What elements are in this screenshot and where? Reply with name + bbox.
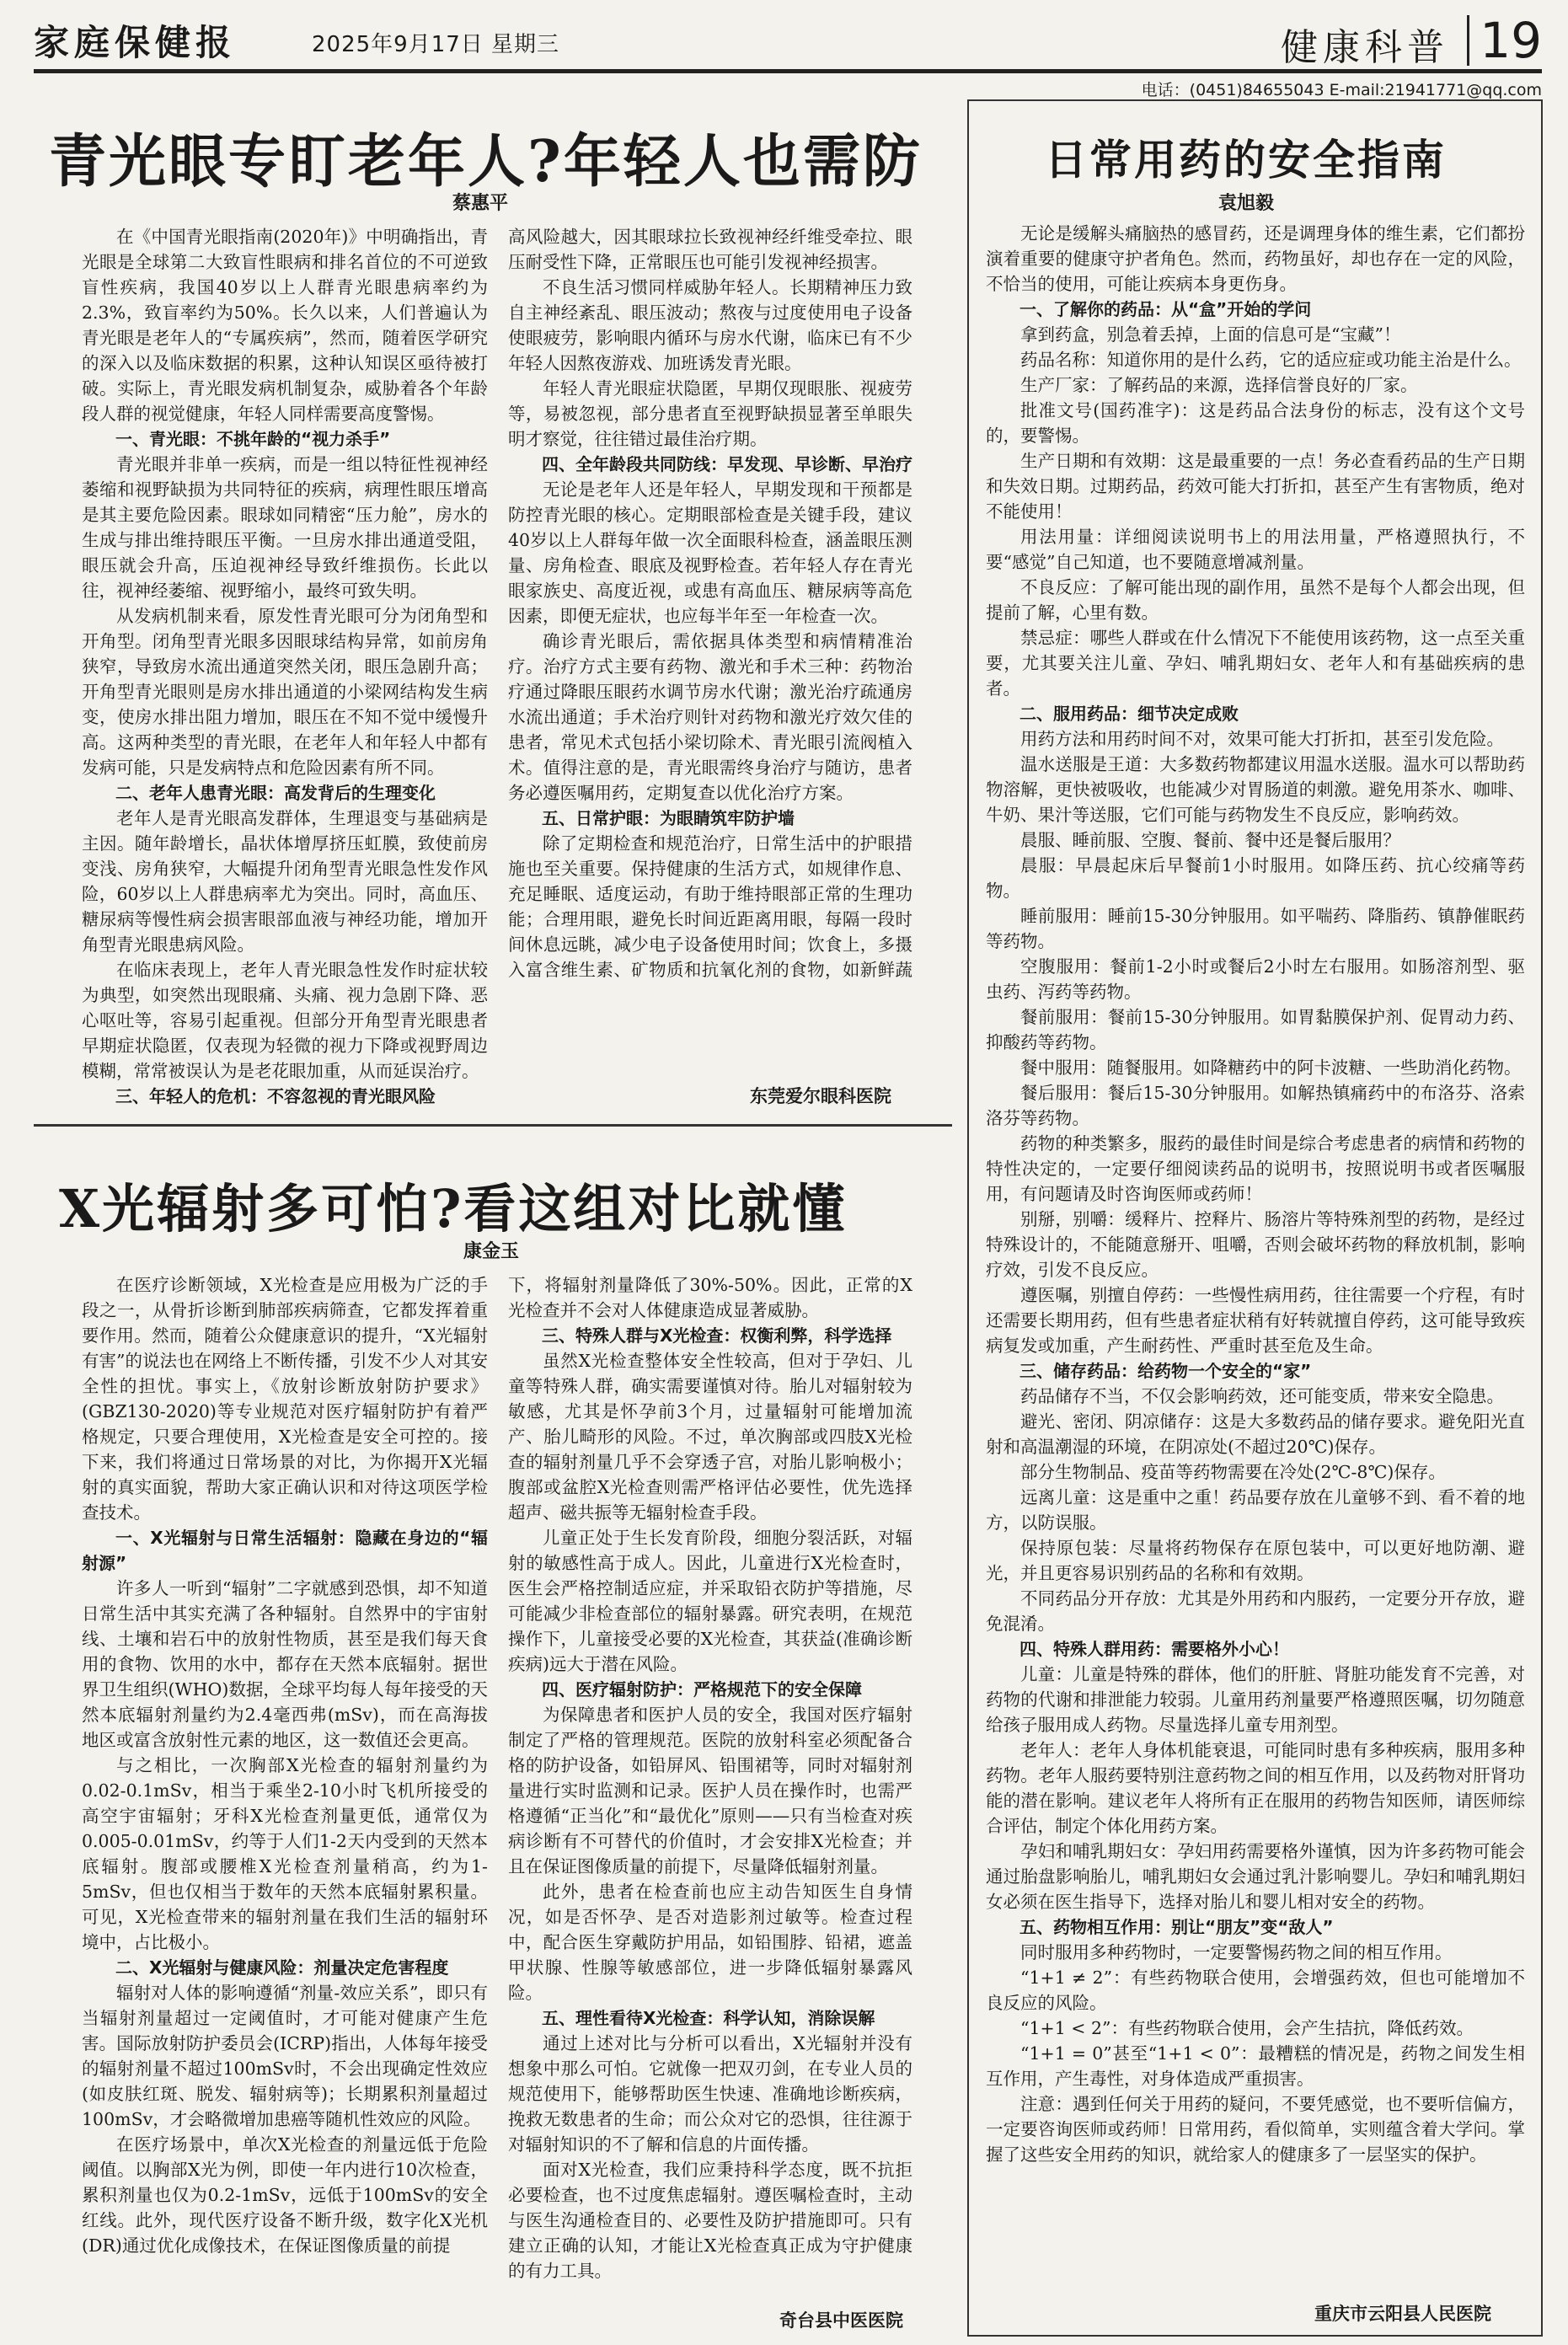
- paragraph: “1+1 ≠ 2”：有些药物联合使用，会增强药效，但也可能增加不良反应的风险。: [986, 1968, 1525, 2013]
- paragraph: 餐后服用：餐后15-30分钟服用。如解热镇痛药中的布洛芬、洛索洛芬等药物。: [986, 1083, 1525, 1128]
- paragraph: 睡前服用：睡前15-30分钟服用。如平喘药、降脂药、镇静催眠药等药物。: [986, 906, 1525, 951]
- paragraph: 下，将辐射剂量降低了30%-50%。因此，正常的X光检查并不会对人体健康造成显著威胁。: [508, 1275, 912, 1320]
- paragraph: 老年人：老年人身体机能衰退，可能同时患有多种疾病，服用多种药物。老年人服药要特别注意药物之间的相互作用，以及药物对肝肾功能的潜在影响。建议老年人将所有正在服用的药物告知医师，请医师综合评估，制定个体化用药方案。: [986, 1740, 1525, 1836]
- page-number: 19: [1480, 12, 1542, 69]
- article2-left-column: [82, 1272, 488, 2334]
- paragraph: 面对X光检查，我们应秉持科学态度，既不抗拒必要检查，也不过度焦虑辐射。遵医嘱检查时，主动与医生沟通检查目的、必要性及防护措施即可。只有建立正确的认知，才能让X光检查真正成为守护健康的有力工具。: [508, 2160, 912, 2281]
- subheading: 一、青光眼：不挑年龄的“视力杀手”: [115, 429, 391, 449]
- article3-byline: 袁旭毅: [1218, 193, 1275, 214]
- contact-line: 电话：(0451)84655043 E-mail:21941771@qq.com: [1141, 81, 1542, 99]
- section-title: 健康科普: [1281, 26, 1449, 69]
- subheading: 二、服用药品：细节决定成败: [1019, 704, 1239, 724]
- paragraph: 通过上述对比与分析可以看出，X光辐射并没有想象中那么可怕。它就像一把双刃剑，在专业人员的规范使用下，能够帮助医生快速、准确地诊断疾病，挽救无数患者的生命；而公众对它的恐惧，往往源于对辐射知识的不了解和信息的片面传播。: [508, 2033, 912, 2155]
- paragraph: 药品储存不当，不仅会影响药效，还可能变质，带来安全隐患。: [1020, 1386, 1504, 1406]
- paragraph: 同时服用多种药物时，一定要警惕药物之间的相互作用。: [1020, 1942, 1453, 1962]
- paragraph: 确诊青光眼后，需依据具体类型和病情精准治疗。治疗方式主要有药物、激光和手术三种：药物治疗通过降眼压眼药水调节房水代谢；激光治疗疏通房水流出通道；手术治疗则针对药物和激光疗效欠佳的患者，常见术式包括小梁切除术、青光眼引流阀植入术。值得注意的是，青光眼需终身治疗与随访，患者务必遵医嘱用药，定期复查以优化治疗方案。: [508, 631, 912, 803]
- article2-byline: 康金玉: [463, 1241, 520, 1262]
- paragraph: 除了定期检查和规范治疗，日常生活中的护眼措施也至关重要。保持健康的生活方式，如规律作息、充足睡眠、适度运动，有助于维持眼部正常的生理功能；合理用眼，避免长时间近距离用眼，每隔一段时间休息远眺，减少电子设备使用时间；饮食上，多摄入富含维生素、矿物质和抗氧化剂的食物，如新鲜蔬: [508, 833, 912, 980]
- paragraph: 无论是老年人还是年轻人，早期发现和干预都是防控青光眼的核心。定期眼部检查是关键手段，建议40岁以上人群每年做一次全面眼科检查，涵盖眼压测量、房角检查、眼底及视野检查。若年轻人存在青光眼家族史、高度近视，或患有高血压、糖尿病等高危因素，即便无症状，也应每半年至一年检查一次。: [508, 479, 912, 626]
- subheading: 四、全年龄段共同防线：早发现、早诊断、早治疗: [542, 454, 912, 474]
- paragraph: 餐前服用：餐前15-30分钟服用。如胃黏膜保护剂、促胃动力药、抑酸药等药物。: [986, 1007, 1525, 1052]
- paragraph: 辐射对人体的影响遵循“剂量-效应关系”，即只有当辐射剂量超过一定阈值时，才可能对健康产生危害。国际放射防护委员会(ICRP)指出，人体每年接受的辐射剂量不超过100mSv时，不会出现确定性效应(如皮肤红斑、脱发、辐射病等)；长期累积剂量超过100mSv，才会略微增加患癌等随机性效应的风险。: [82, 1983, 488, 2129]
- paragraph: 生产厂家：了解药品的来源，选择信誉良好的厂家。: [1020, 375, 1418, 395]
- article1-organization: 东莞爱尔眼科医院: [750, 1086, 891, 1106]
- subheading: 四、医疗辐射防护：严格规范下的安全保障: [542, 1679, 862, 1700]
- paragraph: 无论是缓解头痛脑热的感冒药，还是调理身体的维生素，它们都扮演着重要的健康守护者角色。然而，药物虽好，却也存在一定的风险，不恰当的使用，可能让疾病本身更伤身。: [986, 223, 1525, 294]
- paper-name: 家庭保健报: [34, 22, 237, 63]
- paragraph: 儿童正处于生长发育阶段，细胞分裂活跃，对辐射的敏感性高于成人。因此，儿童进行X光检查时，医生会严格控制适应症，并采取铅衣防护等措施，尽可能减少非检查部位的辐射暴露。研究表明，在规范操作下，儿童接受必要的X光检查，其获益(准确诊断疾病)远大于潜在风险。: [508, 1528, 912, 1674]
- paragraph: 远离儿童：这是重中之重！药品要存放在儿童够不到、看不着的地方，以防误服。: [986, 1487, 1525, 1533]
- paragraph: 在医疗场景中，单次X光检查的剂量远低于危险阈值。以胸部X光为例，即使一年内进行10次检查，累积剂量也仅为0.2-1mSv，远低于100mSv的安全红线。此外，现代医疗设备不断升级，数字化X光机(DR)通过优化成像技术，在保证图像质量的前提: [82, 2134, 488, 2256]
- article3-headline: 日常用药的安全指南: [1045, 135, 1447, 185]
- masthead: [34, 12, 1542, 69]
- paragraph: 药品名称：知道你用的是什么药，它的适应症或功能主治是什么。: [1020, 350, 1522, 370]
- paragraph: 拿到药盒，别急着丢掉，上面的信息可是“宝藏”！: [1020, 324, 1401, 345]
- paragraph: “1+1 < 2”：有些药物联合使用，会产生拮抗，降低药效。: [1020, 2018, 1474, 2038]
- article1-left-column: [82, 224, 488, 1109]
- paragraph: “1+1 = 0”甚至“1+1 < 0”：最糟糕的情况是，药物之间发生相互作用，产生毒性，对身体造成严重损害。: [986, 2043, 1525, 2089]
- article1-byline: 蔡惠平: [452, 193, 509, 214]
- paragraph: 青光眼并非单一疾病，而是一组以特征性视神经萎缩和视野缺损为共同特征的疾病，病理性眼压增高是其主要危险因素。眼球如同精密“压力舱”，房水的生成与排出维持眼压平衡。一旦房水排出通道受阻，眼压就会升高，压迫视神经导致纤维损伤。长此以往，视神经萎缩、视野缩小，最终可致失明。: [82, 454, 488, 601]
- paragraph: 在《中国青光眼指南(2020年)》中明确指出，青光眼是全球第二大致盲性眼病和排名首位的不可逆致盲性疾病，我国40岁以上人群青光眼患病率约为2.3%，致盲率约为50%。长久以来，人们普遍认为青光眼是老年人的“专属疾病”，然而，随着医学研究的深入以及临床数据的积累，这种认知误区亟待被打破。实际上，青光眼发病机制复杂，威胁着各个年龄段人群的视觉健康，年轻人同样需要高度警惕。: [82, 227, 488, 424]
- paragraph: 孕妇和哺乳期妇女：孕妇用药需要格外谨慎，因为许多药物可能会通过胎盘影响胎儿，哺乳期妇女会通过乳汁影响婴儿。孕妇和哺乳期妇女必须在医生指导下，选择对胎儿和婴儿相对安全的药物。: [986, 1841, 1525, 1912]
- subheading: 二、老年人患青光眼：高发背后的生理变化: [115, 783, 436, 803]
- paragraph: 批准文号(国药准字)：这是药品合法身份的标志，没有这个文号的，要警惕。: [986, 400, 1525, 446]
- masthead-separator: [1467, 15, 1469, 66]
- article3-organization: 重庆市云阳县人民医院: [1314, 2304, 1491, 2324]
- subheading: 五、日常护眼：为眼睛筑牢防护墙: [542, 808, 795, 828]
- paragraph: 部分生物制品、疫苗等药物需要在冷处(2℃-8℃)保存。: [1020, 1462, 1446, 1482]
- paragraph: 从发病机制来看，原发性青光眼可分为闭角型和开角型。闭角型青光眼多因眼球结构异常，如前房角狭窄，导致房水流出通道突然关闭，眼压急剧升高；开角型青光眼则是房水排出通道的小梁网结构发生病变，使房水排出阻力增加，眼压在不知不觉中缓慢升高。这两种类型的青光眼，在老年人和年轻人中都有发病可能，只是发病特点和危险因素有所不同。: [82, 606, 488, 778]
- paragraph: 晨服：早晨起床后早餐前1小时服用。如降压药、抗心绞痛等药物。: [986, 855, 1525, 901]
- paragraph: 药物的种类繁多，服药的最佳时间是综合考虑患者的病情和药物的特性决定的，一定要仔细阅读药品的说明书，按照说明书或者医嘱服用，有问题请及时咨询医师或药师！: [986, 1133, 1525, 1204]
- paragraph: 注意：遇到任何关于用药的疑问，不要凭感觉，也不要听信偏方，一定要咨询医师或药师！日常用药，看似简单，实则蕴含着大学问。掌握了这些安全用药的知识，就给家人的健康多了一层坚实的保护。: [986, 2094, 1525, 2165]
- paragraph: 别掰，别嚼：缓释片、控释片、肠溶片等特殊剂型的药物，是经过特殊设计的，不能随意掰开、咀嚼，否则会破坏药物的释放机制，影响疗效，引发不良反应。: [986, 1209, 1525, 1280]
- paragraph: 生产日期和有效期：这是最重要的一点！务必查看药品的生产日期和失效日期。过期药品，药效可能大打折扣，甚至产生有害物质，绝对不能使用！: [986, 451, 1525, 522]
- subheading: 一、X光辐射与日常生活辐射：隐藏在身边的“辐射源”: [82, 1528, 488, 1573]
- masthead-rule: [34, 69, 1542, 73]
- article3-body: [986, 221, 1525, 2277]
- paragraph: 保持原包装：尽量将药物保存在原包装中，可以更好地防潮、避光，并且更容易识别药品的名称和有效期。: [986, 1538, 1525, 1583]
- paragraph: 用药方法和用药时间不对，效果可能大打折扣，甚至引发危险。: [1020, 729, 1504, 749]
- issue-date: 2025年9月17日 星期三: [312, 32, 560, 57]
- subheading: 四、特殊人群用药：需要格外小心！: [1019, 1639, 1289, 1659]
- article1-right-column: [508, 224, 912, 982]
- paragraph: 虽然X光检查整体安全性较高，但对于孕妇、儿童等特殊人群，确实需要谨慎对待。胎儿对辐射较为敏感，尤其是怀孕前3个月，过量辐射可能增加流产、胎儿畸形的风险。不过，单次胸部或四肢X光检查的辐射剂量几乎不会穿透子宫，对胎儿影响极小；腹部或盆腔X光检查则需严格评估必要性，优先选择超声、磁共振等无辐射检查手段。: [508, 1351, 912, 1523]
- paragraph: 晨服、睡前服、空腹、餐前、餐中还是餐后服用？: [1020, 830, 1400, 850]
- article2-headline: X光辐射多可怕?看这组对比就懂: [59, 1178, 848, 1239]
- article2-organization: 奇台县中医医院: [779, 2310, 903, 2331]
- paragraph: 温水送服是王道：大多数药物都建议用温水送服。温水可以帮助药物溶解，更快被吸收，也能减少对胃肠道的刺激。避免用茶水、咖啡、牛奶、果汁等送服，它们可能与药物发生不良反应，影响药效。: [986, 754, 1525, 825]
- paragraph: 高风险越大，因其眼球拉长致视神经纤维受牵拉、眼压耐受性下降，正常眼压也可能引发视神经损害。: [508, 227, 912, 272]
- subheading: 三、年轻人的危机：不容忽视的青光眼风险: [115, 1086, 436, 1106]
- paragraph: 儿童：儿童是特殊的群体，他们的肝脏、肾脏功能发育不完善，对药物的代谢和排泄能力较弱。儿童用药剂量要严格遵照医嘱，切勿随意给孩子服用成人药物。尽量选择儿童专用剂型。: [986, 1664, 1525, 1735]
- paragraph: 不良反应：了解可能出现的副作用，虽然不是每个人都会出现，但提前了解，心里有数。: [986, 577, 1525, 623]
- paragraph: 老年人是青光眼高发群体，生理退变与基础病是主因。随年龄增长，晶状体增厚挤压虹膜，致使前房变浅、房角狭窄，大幅提升闭角型青光眼急性发作风险，60岁以上人群患病率尤为突出。同时，高血压、糖尿病等慢性病会损害眼部血液与神经功能，增加开角型青光眼患病风险。: [82, 808, 488, 955]
- paragraph: 在医疗诊断领域，X光检查是应用极为广泛的手段之一，从骨折诊断到肺部疾病筛查，它都发挥着重要作用。然而，随着公众健康意识的提升，“X光辐射有害”的说法也在网络上不断传播，引发不少人对其安全性的担忧。事实上，《放射诊断放射防护要求》(GBZ130-2020)等专业规范对医疗辐射防护有着严格规定，只要合理使用，X光检查是安全可控的。接下来，我们将通过日常场景的对比，为你揭开X光辐射的真实面貌，帮助大家正确认识和对待这项医学检查技术。: [82, 1275, 488, 1523]
- subheading: 五、药物相互作用：别让“朋友”变“敌人”: [1019, 1917, 1334, 1937]
- subheading: 二、X光辐射与健康风险：剂量决定危害程度: [115, 1957, 449, 1978]
- paragraph: 此外，患者在检查前也应主动告知医生自身情况，如是否怀孕、是否对造影剂过敏等。检查过程中，配合医生穿戴防护用品，如铅围脖、铅裙，遮盖甲状腺、性腺等敏感部位，进一步降低辐射暴露风险。: [508, 1882, 912, 2003]
- paragraph: 遵医嘱，别擅自停药：一些慢性病用药，往往需要一个疗程，有时还需要长期用药，但有些患者症状稍有好转就擅自停药，这可能导致疾病复发或加重，产生耐药性、严重时甚至危及生命。: [986, 1285, 1525, 1356]
- subheading: 一、了解你的药品：从“盒”开始的学问: [1019, 299, 1312, 319]
- article1-headline: 青光眼专盯老年人?年轻人也需防: [49, 128, 923, 195]
- paragraph: 避光、密闭、阴凉储存：这是大多数药品的储存要求。避免阳光直射和高温潮湿的环境，在阴凉处(不超过20℃)保存。: [986, 1411, 1525, 1457]
- paragraph: 空腹服用：餐前1-2小时或餐后2小时左右服用。如肠溶剂型、驱虫药、泻药等药物。: [986, 956, 1525, 1002]
- paragraph: 餐中服用：随餐服用。如降糖药中的阿卡波糖、一些助消化药物。: [1020, 1057, 1522, 1078]
- paragraph: 年轻人青光眼症状隐匿，早期仅现眼胀、视疲劳等，易被忽视，部分患者直至视野缺损显著至单眼失明才察觉，往往错过最佳治疗期。: [508, 378, 912, 449]
- paragraph: 不同药品分开存放：尤其是外用药和内服药，一定要分开存放，避免混淆。: [986, 1588, 1525, 1634]
- paragraph: 用法用量：详细阅读说明书上的用法用量，严格遵照执行，不要“感觉”自己知道，也不要随意增减剂量。: [986, 527, 1525, 572]
- paragraph: 许多人一听到“辐射”二字就感到恐惧，却不知道日常生活中其实充满了各种辐射。自然界中的宇宙射线、土壤和岩石中的放射性物质，甚至是我们每天食用的食物、饮用的水中，都存在天然本底辐射。据世界卫生组织(WHO)数据，全球平均每人每年接受的天然本底辐射剂量约为2.4毫西弗(mSv)，而在高海拔地区或富含放射性元素的地区，这一数值还会更高。: [82, 1578, 488, 1750]
- subheading: 三、特殊人群与X光检查：权衡利弊，科学选择: [542, 1325, 892, 1346]
- article-divider: [34, 1124, 952, 1127]
- subheading: 三、储存药品：给药物一个安全的“家”: [1019, 1361, 1312, 1381]
- paragraph: 在临床表现上，老年人青光眼急性发作时症状较为典型，如突然出现眼痛、头痛、视力急剧下降、恶心呕吐等，容易引起重视。但部分开角型青光眼患者早期症状隐匿，仅表现为轻微的视力下降或视野周边模糊，常常被误认为是老花眼加重，从而延误治疗。: [82, 960, 488, 1081]
- paragraph: 为保障患者和医护人员的安全，我国对医疗辐射制定了严格的管理规范。医院的放射科室必须配备合格的防护设备，如铅屏风、铅围裙等，同时对辐射剂量进行实时监测和记录。医护人员在操作时，也需严格遵循“正当化”和“最优化”原则——只有当检查对疾病诊断有不可替代的价值时，才会安排X光检查；并且在保证图像质量的前提下，尽量降低辐射剂量。: [508, 1705, 912, 1877]
- subheading: 五、理性看待X光检查：科学认知，消除误解: [542, 2008, 875, 2028]
- article2-right-column: [508, 1272, 912, 2283]
- paragraph: 禁忌症：哪些人群或在什么情况下不能使用该药物，这一点至关重要，尤其要关注儿童、孕妇、哺乳期妇女、老年人和有基础疾病的患者。: [986, 628, 1525, 699]
- paragraph: 与之相比，一次胸部X光检查的辐射剂量约为0.02-0.1mSv，相当于乘坐2-10小时飞机所接受的高空宇宙辐射；牙科X光检查剂量更低，通常仅为0.005-0.01mSv，约等于人们1-2天内受到的天然本底辐射。腹部或腰椎X光检查剂量稍高，约为1-5mSv，但也仅相当于数年的天然本底辐射累积量。可见，X光检查带来的辐射剂量在我们生活的辐射环境中，占比极小。: [82, 1755, 488, 1952]
- paragraph: 不良生活习惯同样威胁年轻人。长期精神压力致自主神经紊乱、眼压波动；熬夜与过度使用电子设备使眼疲劳，影响眼内循环与房水代谢，临床已有不少年轻人因熬夜游戏、加班诱发青光眼。: [508, 277, 912, 373]
